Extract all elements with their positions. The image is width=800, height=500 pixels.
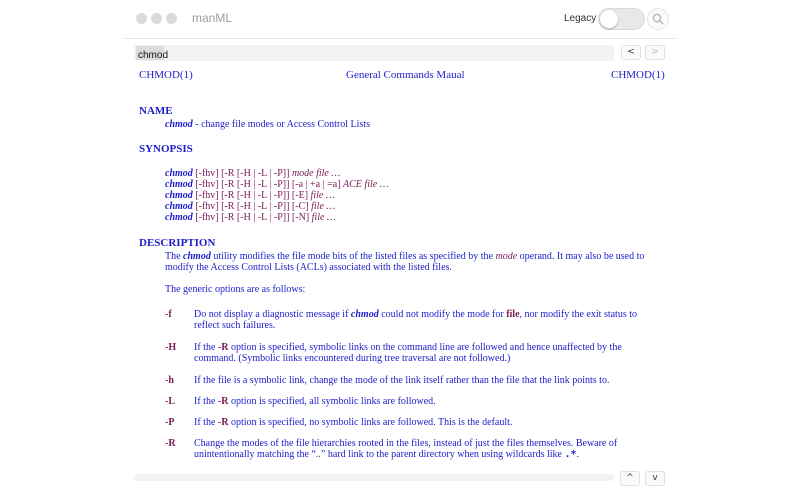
desc-mode: mode xyxy=(495,251,518,262)
desc-command: chmod xyxy=(183,251,211,262)
legacy-label: Legacy xyxy=(564,13,597,24)
synopsis-operands: file … xyxy=(311,201,336,212)
opt-text: option is specified, symbolic links on the command line are followed and hence unaffected by the xyxy=(228,342,622,353)
synopsis-command: chmod xyxy=(165,190,193,201)
opt-text: If the xyxy=(194,342,218,353)
synopsis-heading: SYNOPSIS xyxy=(139,143,193,155)
app-title: manML xyxy=(192,11,233,25)
option-description xyxy=(194,438,644,460)
desc-text: utility modifies the file mode bits of the listed files as specified by the xyxy=(210,251,496,262)
man-header-right: CHMOD(1) xyxy=(611,69,665,81)
option-description xyxy=(194,309,644,331)
opt-text: command. (Symbolic links encountered during tree traversal are not followed.) xyxy=(194,353,511,364)
synopsis-operands: file … xyxy=(311,212,336,223)
opt-text: Do not display a diagnostic message if xyxy=(194,309,351,320)
synopsis-command: chmod xyxy=(165,201,193,212)
opt-text: If the xyxy=(194,396,218,407)
back-button[interactable]: < xyxy=(621,45,641,60)
zoom-window-button[interactable] xyxy=(166,13,177,24)
synopsis-line xyxy=(165,212,336,224)
toggle-knob xyxy=(600,10,618,28)
option-flag: -L xyxy=(165,396,175,407)
desc-text: The xyxy=(165,251,184,262)
opt-text: If the xyxy=(194,417,218,428)
synopsis-command: chmod xyxy=(165,168,193,179)
option-flag: -f xyxy=(165,309,172,320)
opt-text: could not modify the mode for xyxy=(378,309,507,320)
option-description xyxy=(194,342,644,364)
search-field[interactable] xyxy=(134,45,614,61)
opt-file: file xyxy=(506,309,520,320)
page-down-button[interactable]: v xyxy=(645,471,665,486)
synopsis-args: [-fhv] [-R [-H | -L | -P]] [-a | +a | =a] xyxy=(192,179,344,190)
opt-flag-ref: -R xyxy=(217,396,229,407)
desc-text: operand. It may also be used to xyxy=(517,251,645,262)
option-description: If the file is a symbolic link, change the mode of the link itself rather than the file that the link points to. xyxy=(194,375,610,386)
name-description: - change file modes or Access Control Lists xyxy=(192,119,370,130)
opt-text: . xyxy=(576,449,580,460)
forward-button[interactable]: > xyxy=(645,45,665,60)
opt-text: option is specified, all symbolic links are followed. xyxy=(228,396,436,407)
synopsis-command: chmod xyxy=(165,179,193,190)
legacy-toggle[interactable] xyxy=(598,8,645,30)
synopsis-operands: file … xyxy=(310,190,335,201)
option-description xyxy=(194,417,644,428)
man-header-left: CHMOD(1) xyxy=(139,69,193,81)
synopsis-args: [-fhv] [-R [-H | -L | -P]] [-N] xyxy=(192,212,312,223)
option-flag: -h xyxy=(165,375,174,386)
opt-text: ” hard link to the parent directory when using wildcards like xyxy=(320,449,565,460)
synopsis-args: [-fhv] [-R [-H | -L | -P]] [-E] xyxy=(192,190,311,201)
synopsis-command: chmod xyxy=(165,212,193,223)
title-bar xyxy=(124,0,676,39)
option-description xyxy=(194,396,644,407)
opt-command: chmod xyxy=(350,309,379,320)
option-flag: -H xyxy=(165,342,177,353)
name-line xyxy=(165,119,370,131)
minimize-window-button[interactable] xyxy=(151,13,162,24)
opt-text: option is specified, no symbolic links are followed. This is the default. xyxy=(228,417,513,428)
synopsis-operands: mode file … xyxy=(291,168,341,179)
man-header-center: General Commands Maual xyxy=(346,69,465,81)
search-icon xyxy=(652,13,664,25)
opt-flag-ref: -R xyxy=(217,342,229,353)
synopsis-operands: ACE file … xyxy=(343,179,389,190)
synopsis-args: [-fhv] [-R [-H | -L | -P]] [-C] xyxy=(192,201,312,212)
app-window xyxy=(124,0,676,500)
description-paragraph-line2: modify the Access Control Lists (ACLs) associated with the listed files. xyxy=(165,262,452,273)
opt-dotdot: .. xyxy=(315,449,321,460)
opt-text: , nor modify the exit status to xyxy=(519,309,638,320)
options-intro: The generic options are as follows: xyxy=(165,284,306,295)
horizontal-scrollbar[interactable] xyxy=(134,474,614,481)
search-input[interactable] xyxy=(134,48,614,64)
name-command: chmod xyxy=(165,119,193,130)
opt-flag-ref: -R xyxy=(217,417,229,428)
synopsis-args: [-fhv] [-R [-H | -L | -P]] xyxy=(192,168,292,179)
name-heading: NAME xyxy=(139,105,173,117)
opt-text: Change the modes of the file hierarchies rooted in the files, instead of just the files themselves. Beware of xyxy=(194,438,618,449)
search-button[interactable] xyxy=(647,8,669,30)
opt-text: unintentionally matching the “ xyxy=(194,449,316,460)
opt-wildcard: .* xyxy=(564,449,577,460)
close-window-button[interactable] xyxy=(136,13,147,24)
opt-text: reflect such failures. xyxy=(194,320,276,331)
page-up-button[interactable]: ^ xyxy=(620,471,640,486)
option-flag: -R xyxy=(165,438,176,449)
option-flag: -P xyxy=(165,417,175,428)
description-heading: DESCRIPTION xyxy=(139,237,216,249)
